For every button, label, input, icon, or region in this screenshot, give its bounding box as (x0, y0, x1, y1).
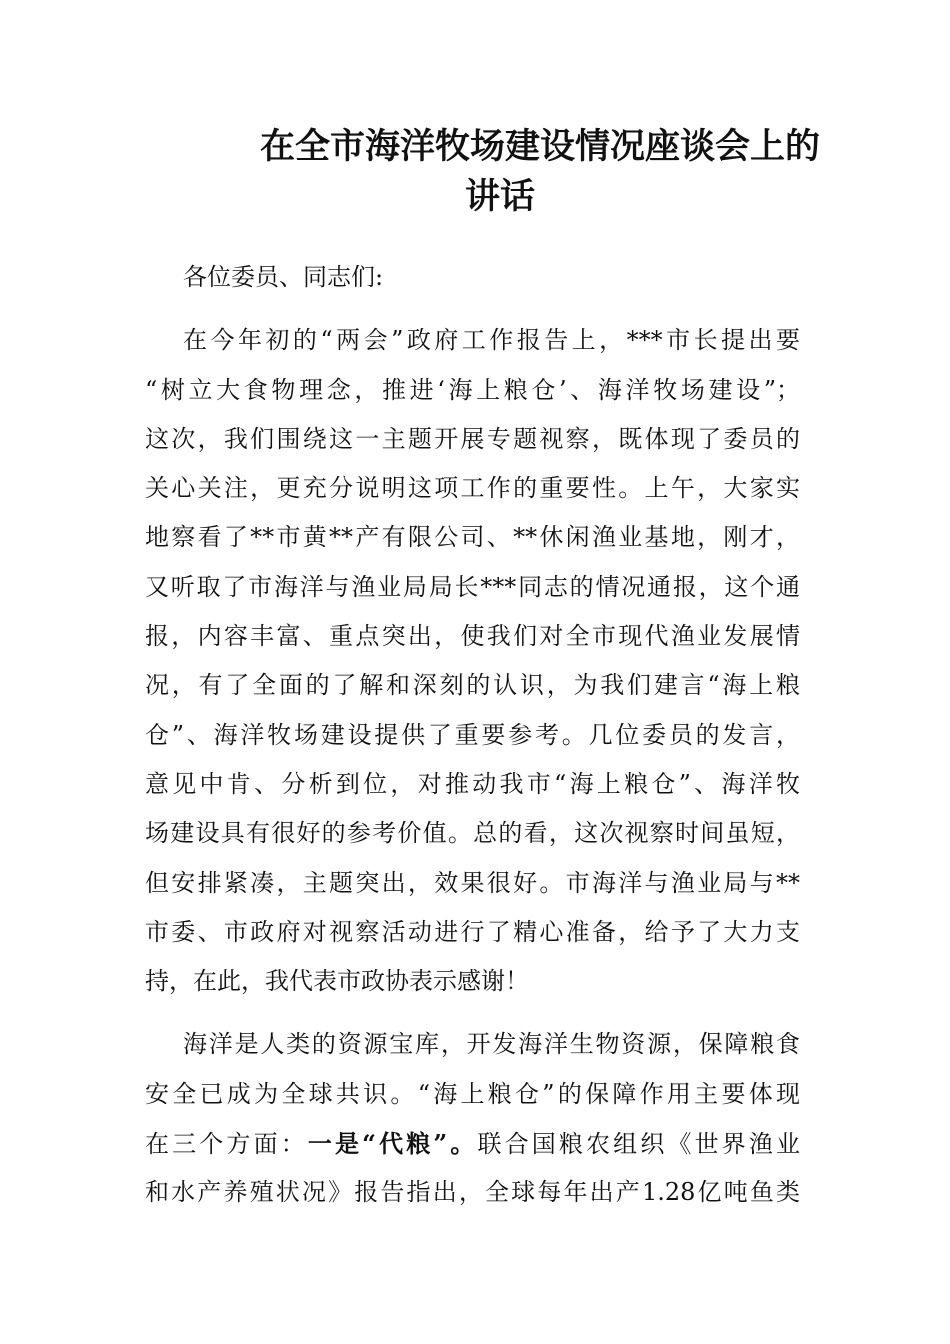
paragraph-line: 但安排紧凑，主题突出，效果很好。市海洋与渔业局与** (145, 868, 800, 897)
document-title (150, 122, 850, 222)
paragraph-line: 况，有了全面的了解和深刻的认识，为我们建言“海上粮 (145, 671, 800, 700)
paragraph-line (145, 1119, 800, 1168)
paragraph-line: 海洋是人类的资源宝库，开发海洋生物资源，保障粮食 (183, 1030, 800, 1059)
paragraph-line: 关心关注，更充分说明这项工作的重要性。上午，大家实 (145, 474, 800, 503)
paragraph-1 (145, 316, 800, 1006)
paragraph-line: “树立大食物理念，推进‘海上粮仓’、海洋牧场建设”； (145, 375, 800, 404)
paragraph-line: 地察看了**市黄**产有限公司、**休闲渔业基地，刚才， (145, 523, 800, 552)
paragraph-line: 仓”、海洋牧场建设提供了重要参考。几位委员的发言， (145, 720, 800, 749)
paragraph-line: 意见中肯、分析到位，对推动我市“海上粮仓”、海洋牧 (145, 769, 800, 798)
paragraph-2 (145, 1020, 800, 1217)
salutation: 各位委员、同志们: (183, 263, 384, 291)
paragraph-text: 联合国粮农组织《世界渔业 (477, 1130, 801, 1159)
paragraph-line: 持，在此，我代表市政协表示感谢！ (145, 967, 529, 996)
paragraph-line: 场建设具有很好的参考价值。总的看，这次视察时间虽短， (145, 819, 800, 848)
paragraph-line: 这次，我们围绕这一主题开展专题视察，既体现了委员的 (145, 424, 800, 453)
title-line-1: 在全市海洋牧场建设情况座谈会上的 (259, 126, 820, 167)
paragraph-text: 在三个方面： (145, 1130, 308, 1159)
document-body (145, 253, 800, 1218)
paragraph-line: 市委、市政府对视察活动进行了精心准备，给予了大力支 (145, 917, 800, 946)
paragraph-line: 报，内容丰富、重点突出，使我们对全市现代渔业发展情 (145, 622, 800, 651)
paragraph-line: 安全已成为全球共识。“海上粮仓”的保障作用主要体现 (145, 1079, 800, 1108)
paragraph-line: 和水产养殖状况》报告指出，全球每年出产1.28亿吨鱼类 (145, 1178, 800, 1207)
paragraph-line: 在今年初的“两会”政府工作报告上，***市长提出要 (183, 326, 800, 355)
paragraph-line: 又听取了市海洋与渔业局局长***同志的情况通报，这个通 (145, 572, 800, 601)
title-line-2: 讲话 (464, 176, 535, 217)
emphasis-text: 一是“代粮”。 (307, 1129, 478, 1159)
